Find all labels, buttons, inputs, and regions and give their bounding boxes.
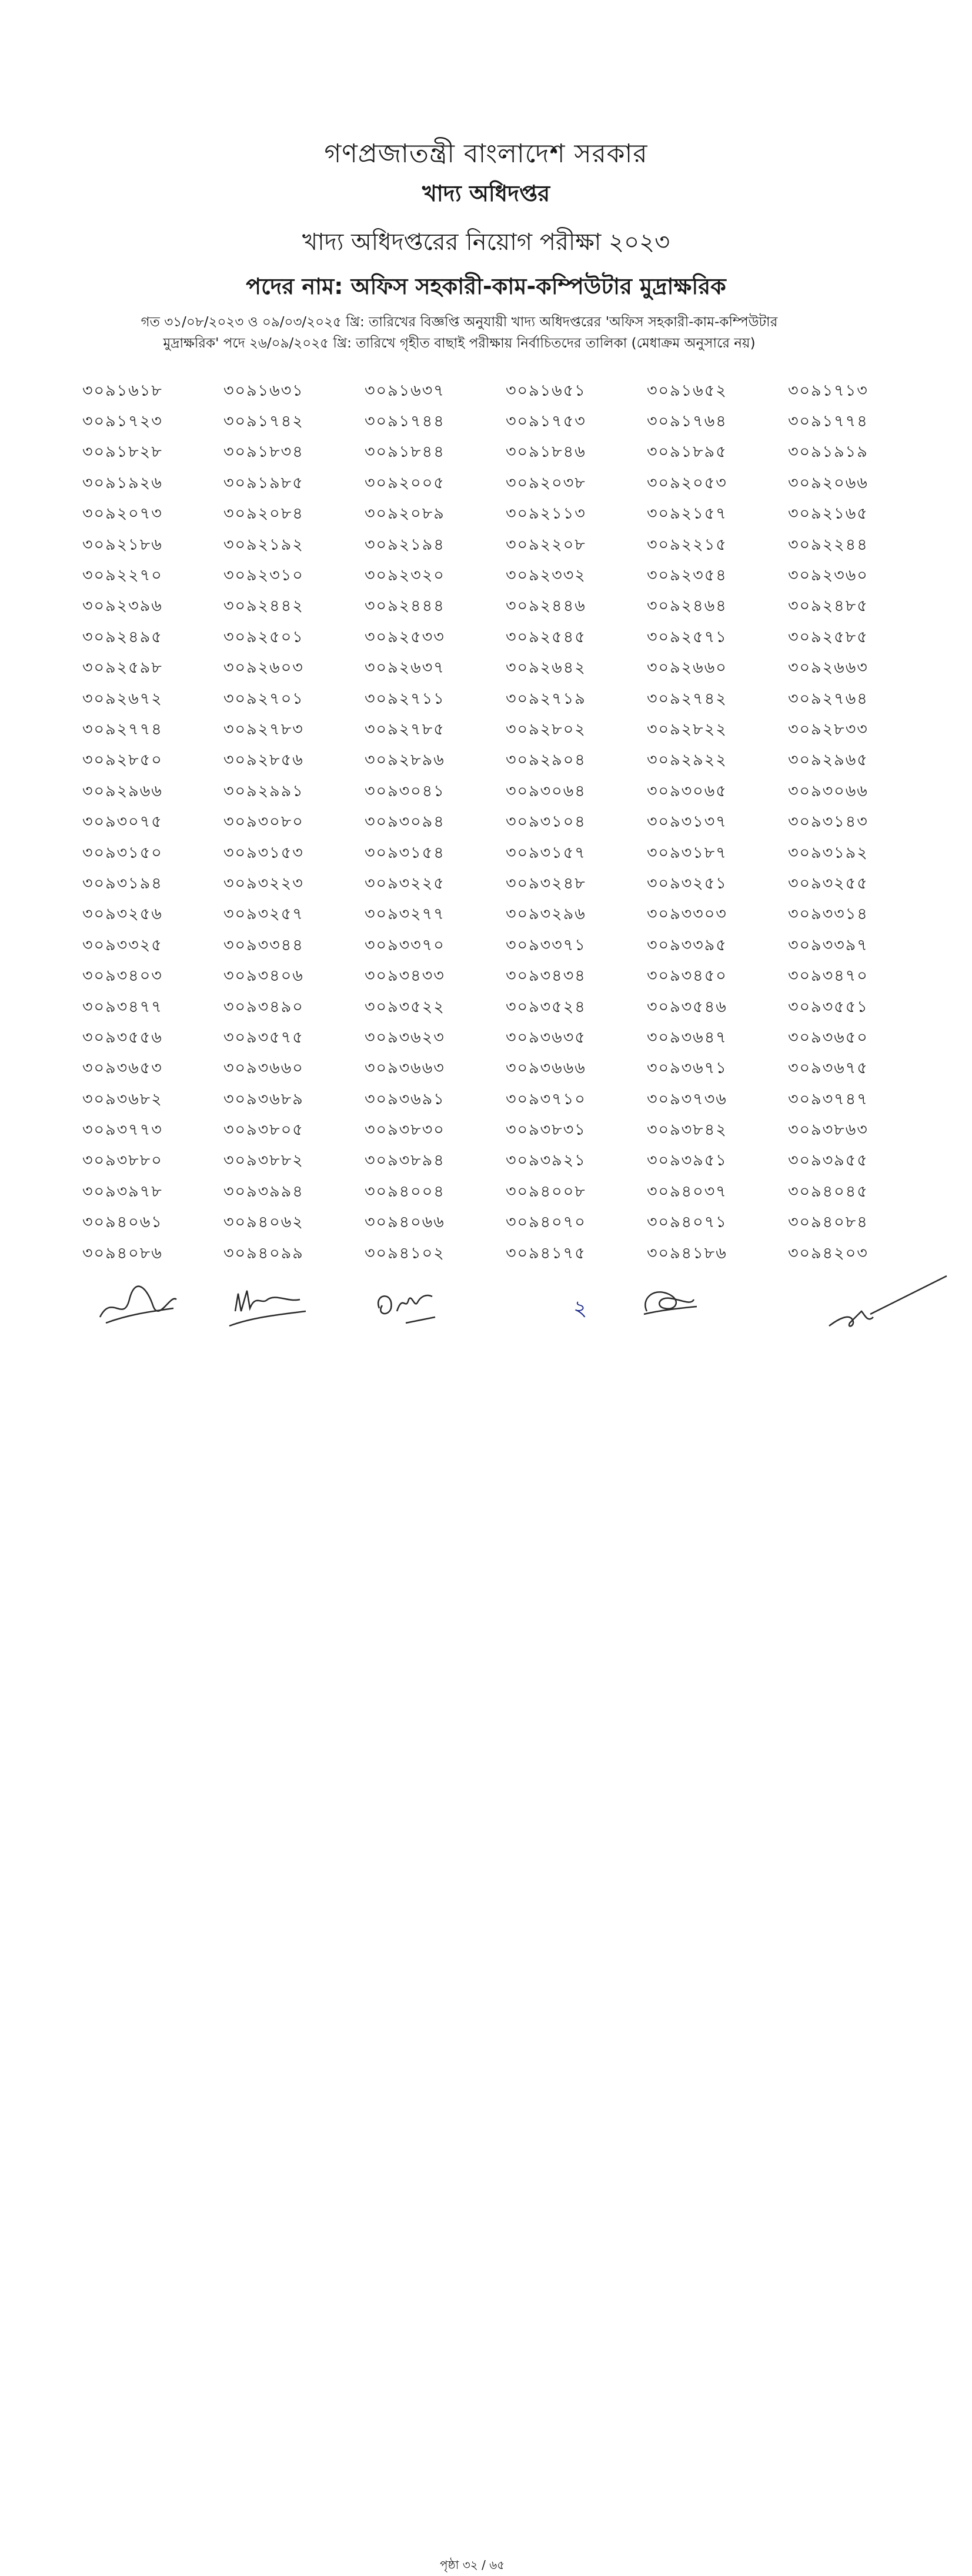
roll-row: [82, 561, 894, 592]
roll-number: ৩০৯৩১৩৭: [647, 813, 727, 831]
signature-1: [94, 1282, 182, 1329]
roll-number: ৩০৯৩৮৩১: [506, 1121, 586, 1140]
roll-number: ৩০৯২৮৫৬: [223, 751, 304, 770]
roll-row: [82, 1147, 894, 1177]
roll-number: ৩০৯১৮২৮: [82, 443, 163, 462]
roll-number: ৩০৯২৮৫০: [82, 751, 163, 770]
roll-number: ৩০৯২৩২০: [365, 566, 445, 585]
roll-row: [82, 746, 894, 777]
department-title: খাদ্য অধিদপ্তর: [422, 181, 550, 206]
roll-number: ৩০৯২৭০১: [223, 689, 304, 708]
roll-number: ৩০৯৩৬৭১: [647, 1059, 727, 1078]
roll-number: ৩০৯২১৯৪: [365, 535, 445, 554]
roll-number: ৩০৯২৯৬৬: [82, 781, 163, 800]
roll-number: ৩০৯১৬৫২: [647, 381, 727, 400]
roll-number: ৩০৯৩৫২২: [365, 997, 445, 1016]
roll-number: ৩০৯১৬৩৭: [365, 381, 445, 400]
signature-footer: [0, 1270, 972, 2572]
roll-number: ৩০৯৩০৬৬: [788, 781, 869, 800]
roll-number: ৩০৯৩২৭৭: [365, 905, 445, 924]
roll-number: ৩০৯১৭৪২: [223, 412, 304, 431]
roll-number: ৩০৯৩৫৪৬: [647, 997, 727, 1016]
roll-number: ৩০৯৩২৫৫: [788, 874, 869, 893]
roll-number: ৩০৯৩৬২৩: [365, 1028, 445, 1047]
roll-row: [82, 1115, 894, 1146]
roll-number: ৩০৯২৬৭২: [82, 689, 163, 708]
roll-number: ৩০৯৪২০৩: [788, 1244, 869, 1262]
roll-number: ৩০৯৩০৭৫: [82, 813, 163, 831]
roll-number: ৩০৯২৯০৪: [506, 751, 586, 770]
roll-number: ৩০৯২৯৬৫: [788, 751, 869, 770]
roll-row: [82, 407, 894, 437]
roll-number: ৩০৯২৮২২: [647, 720, 727, 739]
roll-number: ৩০৯২৮৯৬: [365, 751, 445, 770]
roll-number: ৩০৯৩২২৩: [223, 874, 304, 893]
roll-number: ৩০৯১৭৭৪: [788, 412, 869, 431]
roll-number: ৩০৯২৫৯৮: [82, 659, 163, 677]
roll-row: [82, 993, 894, 1023]
notice-paragraph: [103, 312, 815, 354]
roll-number: ৩০৯৩১৫০: [82, 843, 163, 862]
roll-number: ৩০৯৩৩৯৭: [788, 935, 869, 954]
roll-number: ৩০৯২৪৮৫: [788, 597, 869, 616]
roll-row: [82, 961, 894, 992]
roll-number: ৩০৯২৭৭৪: [82, 720, 163, 739]
roll-number: ৩০৯৩১৯৪: [82, 874, 163, 893]
roll-number: ৩০৯৪০৮৪: [788, 1213, 869, 1232]
roll-number: ৩০৯৪০০৪: [365, 1182, 445, 1201]
roll-number: ৩০৯৩৫৫১: [788, 997, 869, 1016]
roll-number: ৩০৯১৬৫১: [506, 381, 586, 400]
roll-number: ৩০৯৩৭১০: [506, 1090, 586, 1108]
roll-number: ৩০৯২৫০১: [223, 627, 304, 646]
roll-number: ৩০৯৩২৪৮: [506, 874, 586, 893]
roll-number: ৩০৯৩১৫৪: [365, 843, 445, 862]
roll-number: ৩০৯৩৬৯১: [365, 1090, 445, 1108]
roll-number: ৩০৯২১১৩: [506, 504, 586, 523]
roll-number: ৩০৯৩২৫৬: [82, 905, 163, 924]
roll-number: ৩০৯১৭৬৪: [647, 412, 727, 431]
roll-number: ৩০৯৩৬৮২: [82, 1090, 163, 1108]
roll-number: ৩০৯২৬৩৭: [365, 659, 445, 677]
roll-number: ৩০৯২৭৮৫: [365, 720, 445, 739]
roll-number: ৩০৯৩৪৭৭: [82, 997, 163, 1016]
roll-number: ৩০৯২৬০৩: [223, 659, 304, 677]
roll-number: ৩০৯৩৫৫৬: [82, 1028, 163, 1047]
roll-number: ৩০৯৩২৯৬: [506, 905, 586, 924]
roll-number: ৩০৯৩০৯৪: [365, 813, 445, 831]
roll-number: ৩০৯৩৬৫৩: [82, 1059, 163, 1078]
roll-number: ৩০৯৩৫২৪: [506, 997, 586, 1016]
roll-number: ৩০৯৩৯৫১: [647, 1151, 727, 1170]
roll-number: ৩০৯৩৪০৬: [223, 967, 304, 985]
roll-number: ৩০৯৩৩৭০: [365, 935, 445, 954]
roll-number: ৩০৯৩৮৬৩: [788, 1121, 869, 1140]
roll-number: ৩০৯৩৬৩৫: [506, 1028, 586, 1047]
roll-number: ৩০৯৩২৫১: [647, 874, 727, 893]
roll-number: ৩০৯২০৮৪: [223, 504, 304, 523]
roll-row: [82, 469, 894, 499]
roll-number: ৩০৯৪০০৮: [506, 1182, 586, 1201]
roll-number: ৩০৯৩১৫৭: [506, 843, 586, 862]
roll-number: ৩০৯৩৯৭৮: [82, 1182, 163, 1201]
roll-number: ৩০৯২০৬৬: [788, 473, 869, 492]
roll-number: ৩০৯২৭১৯: [506, 689, 586, 708]
roll-number: ৩০৯৩৬৮৯: [223, 1090, 304, 1108]
roll-row: [82, 1054, 894, 1085]
roll-number: ৩০৯৩১৫৩: [223, 843, 304, 862]
roll-number: ৩০৯৩৩১৪: [788, 905, 869, 924]
roll-number: ৩০৯২৯২২: [647, 751, 727, 770]
roll-row: [82, 1023, 894, 1054]
roll-number: ৩০৯২১৬৫: [788, 504, 869, 523]
roll-number: ৩০৯২১৫৭: [647, 504, 727, 523]
roll-number: ৩০৯১৭৪৪: [365, 412, 445, 431]
roll-number: ৩০৯২০০৫: [365, 473, 445, 492]
signature-5: [817, 1270, 953, 1335]
roll-number: ৩০৯৩০৪১: [365, 781, 445, 800]
roll-number: ৩০৯২৯৯১: [223, 781, 304, 800]
roll-number: ৩০৯২৭৬৪: [788, 689, 869, 708]
roll-number: ৩০৯৪১৭৫: [506, 1244, 586, 1262]
roll-row: [82, 1208, 894, 1239]
roll-row: [82, 931, 894, 961]
roll-number: ৩০৯৩৮৯৪: [365, 1151, 445, 1170]
roll-number: ৩০৯২৮০২: [506, 720, 586, 739]
roll-number: ৩০৯২০৩৮: [506, 473, 586, 492]
roll-number: ৩০৯৩১৯২: [788, 843, 869, 862]
roll-number: ৩০৯২৪৪৬: [506, 597, 586, 616]
roll-number: ৩০৯৩৪৩৩: [365, 967, 445, 985]
roll-number: ৩০৯২৬৬০: [647, 659, 727, 677]
roll-number: ৩০৯২৭১১: [365, 689, 445, 708]
roll-number: ৩০৯৩০৮০: [223, 813, 304, 831]
page-number: পৃষ্ঠা ৩২ / ৬৫: [440, 2558, 505, 2572]
roll-number: ৩০৯৩৯২১: [506, 1151, 586, 1170]
roll-number: ৩০৯২০৫৩: [647, 473, 727, 492]
roll-number: ৩০৯১৮৯৫: [647, 443, 727, 462]
roll-number: ৩০৯৩৩৭১: [506, 935, 586, 954]
roll-row: [82, 1085, 894, 1115]
roll-row: [82, 592, 894, 623]
roll-number: ৩০৯২৩৫৪: [647, 566, 727, 585]
roll-number: ৩০৯৩৩০৩: [647, 905, 727, 924]
roll-number: ৩০৯৩৬৪৭: [647, 1028, 727, 1047]
roll-row: [82, 807, 894, 838]
roll-number: ৩০৯৩৮৮০: [82, 1151, 163, 1170]
roll-number: ৩০৯৩৩৯৫: [647, 935, 727, 954]
roll-number: ৩০৯৩৬৬০: [223, 1059, 304, 1078]
roll-number: ৩০৯১৮৩৪: [223, 443, 304, 462]
roll-number: ৩০৯২২১৫: [647, 535, 727, 554]
roll-number: ৩০৯৩২৫৭: [223, 905, 304, 924]
notice-line-1: গত ৩১/০৮/২০২৩ ও ০৯/০৩/২০২৫ খ্রি: তারিখের বিজ্ঞপ্তি অনুযায়ী খাদ্য অধিদপ্তরের 'অফিস সহকারী-কাম-কম্পিউটার: [141, 315, 778, 330]
roll-number: ৩০৯৩৮৩০: [365, 1121, 445, 1140]
roll-number: ৩০৯৪০৮৬: [82, 1244, 163, 1262]
roll-number: ৩০৯৩৪৫০: [647, 967, 727, 985]
roll-number: ৩০৯৩৩৪৪: [223, 935, 304, 954]
signature-4: [635, 1282, 700, 1323]
roll-number: ৩০৯৩৮৪২: [647, 1121, 727, 1140]
roll-number: ৩০৯২৫৩৩: [365, 627, 445, 646]
roll-number: ৩০৯২০৭৩: [82, 504, 163, 523]
roll-number: ৩০৯৪০৬৬: [365, 1213, 445, 1232]
exam-title: খাদ্য অধিদপ্তরের নিয়োগ পরীক্ষা ২০২৩: [302, 229, 670, 256]
roll-row: [82, 623, 894, 653]
roll-row: [82, 777, 894, 807]
roll-number: ৩০৯২৮৩৩: [788, 720, 869, 739]
roll-number: ৩০৯৪০৬২: [223, 1213, 304, 1232]
roll-number: ৩০৯৩৬৬৩: [365, 1059, 445, 1078]
roll-number: ৩০৯৩৪৯০: [223, 997, 304, 1016]
roll-number: ৩০৯৩১০৪: [506, 813, 586, 831]
roll-number: ৩০৯২৭৮৩: [223, 720, 304, 739]
roll-number: ৩০৯২৩৩২: [506, 566, 586, 585]
roll-number: ৩০৯৩৭৩৬: [647, 1090, 727, 1108]
roll-row: [82, 500, 894, 530]
roll-number: ৩০৯৩৭৪৭: [788, 1090, 869, 1108]
roll-row: [82, 684, 894, 715]
roll-row: [82, 715, 894, 746]
roll-row: [82, 1239, 894, 1269]
roll-number: ৩০৯৪০৪৫: [788, 1182, 869, 1201]
roll-row: [82, 438, 894, 469]
roll-number: ৩০৯২৫৮৫: [788, 627, 869, 646]
roll-number: ৩০৯২৪৯৫: [82, 627, 163, 646]
signature-3: [370, 1282, 441, 1329]
roll-row: [82, 1177, 894, 1208]
roll-number: ৩০৯৩৬৭৫: [788, 1059, 869, 1078]
roll-number: ৩০৯২৫৭১: [647, 627, 727, 646]
roll-number: ৩০৯২৩৯৬: [82, 597, 163, 616]
post-title: পদের নাম: অফিস সহকারী-কাম-কম্পিউটার মুদ্রাক্ষরিক: [246, 273, 726, 299]
roll-number: ৩০৯১৭১৩: [788, 381, 869, 400]
roll-number: ৩০৯২৪৪২: [223, 597, 304, 616]
roll-number: ৩০৯২৬৬৩: [788, 659, 869, 677]
roll-number: ৩০৯২৪৬৪: [647, 597, 727, 616]
roll-row: [82, 900, 894, 931]
roll-number: ৩০৯৩৪০৩: [82, 967, 163, 985]
roll-number: ৩০৯৩১৮৭: [647, 843, 727, 862]
roll-number: ৩০৯১৬৩১: [223, 381, 304, 400]
notice-line-2: মুদ্রাক্ষরিক' পদে ২৬/০৯/২০২৫ খ্রি: তারিখে গৃহীত বাছাই পরীক্ষায় নির্বাচিতদের তালিকা (মেধাক্রম অনুসারে নয়): [163, 336, 756, 351]
roll-number-grid: [82, 376, 894, 1269]
roll-number: ৩০৯১৭৫৩: [506, 412, 586, 431]
roll-number: ৩০৯১৬১৮: [82, 381, 163, 400]
roll-number: ৩০৯১৯১৯: [788, 443, 869, 462]
signature-2: [223, 1282, 312, 1335]
roll-number: ৩০৯৪১০২: [365, 1244, 445, 1262]
roll-number: ৩০৯৩০৬৫: [647, 781, 727, 800]
roll-number: ৩০৯১৮৪৬: [506, 443, 586, 462]
roll-number: ৩০৯৩৩২৫: [82, 935, 163, 954]
roll-number: ৩০৯২১৮৬: [82, 535, 163, 554]
roll-row: [82, 869, 894, 900]
initial-mark: ২: [573, 1297, 587, 1321]
roll-number: ৩০৯৪০৭১: [647, 1213, 727, 1232]
roll-number: ৩০৯৩৭৭৩: [82, 1121, 163, 1140]
roll-number: ৩০৯১৮৪৪: [365, 443, 445, 462]
roll-number: ৩০৯৩৫৭৫: [223, 1028, 304, 1047]
roll-number: ৩০৯২৪৪৪: [365, 597, 445, 616]
roll-number: ৩০৯২২৭০: [82, 566, 163, 585]
roll-number: ৩০৯২৩১০: [223, 566, 304, 585]
roll-number: ৩০৯৪০৩৭: [647, 1182, 727, 1201]
roll-number: ৩০৯৩৬৬৬: [506, 1059, 586, 1078]
roll-number: ৩০৯৩৬৫০: [788, 1028, 869, 1047]
roll-number: ৩০৯২৭৪২: [647, 689, 727, 708]
roll-number: ৩০৯২২৪৪: [788, 535, 869, 554]
roll-number: ৩০৯৩০৬৪: [506, 781, 586, 800]
roll-number: ৩০৯২২০৮: [506, 535, 586, 554]
roll-row: [82, 838, 894, 869]
roll-number: ৩০৯৩৪৭০: [788, 967, 869, 985]
roll-number: ৩০৯৪০৯৯: [223, 1244, 304, 1262]
roll-row: [82, 376, 894, 407]
roll-number: ৩০৯৪০৭০: [506, 1213, 586, 1232]
roll-number: ৩০৯১৯৮৫: [223, 473, 304, 492]
roll-number: ৩০৯১৯২৬: [82, 473, 163, 492]
roll-number: ৩০৯১৭২৩: [82, 412, 163, 431]
roll-number: ৩০৯২৩৬০: [788, 566, 869, 585]
roll-number: ৩০৯৪১৮৬: [647, 1244, 727, 1262]
roll-number: ৩০৯২৫৪৫: [506, 627, 586, 646]
roll-number: ৩০৯২০৮৯: [365, 504, 445, 523]
roll-row: [82, 530, 894, 561]
roll-number: ৩০৯৩২২৫: [365, 874, 445, 893]
roll-number: ৩০৯২১৯২: [223, 535, 304, 554]
roll-number: ৩০৯৩৮০৫: [223, 1121, 304, 1140]
government-title: গণপ্রজাতন্ত্রী বাংলাদেশ সরকার: [324, 139, 648, 169]
roll-number: ৩০৯৩৯৫৫: [788, 1151, 869, 1170]
roll-number: ৩০৯৪০৬১: [82, 1213, 163, 1232]
roll-number: ৩০৯৩৪৩৪: [506, 967, 586, 985]
roll-number: ৩০৯৩৮৮২: [223, 1151, 304, 1170]
roll-number: ৩০৯৩১৪৩: [788, 813, 869, 831]
roll-row: [82, 654, 894, 684]
roll-number: ৩০৯৩৯৯৪: [223, 1182, 304, 1201]
roll-number: ৩০৯২৬৪২: [506, 659, 586, 677]
